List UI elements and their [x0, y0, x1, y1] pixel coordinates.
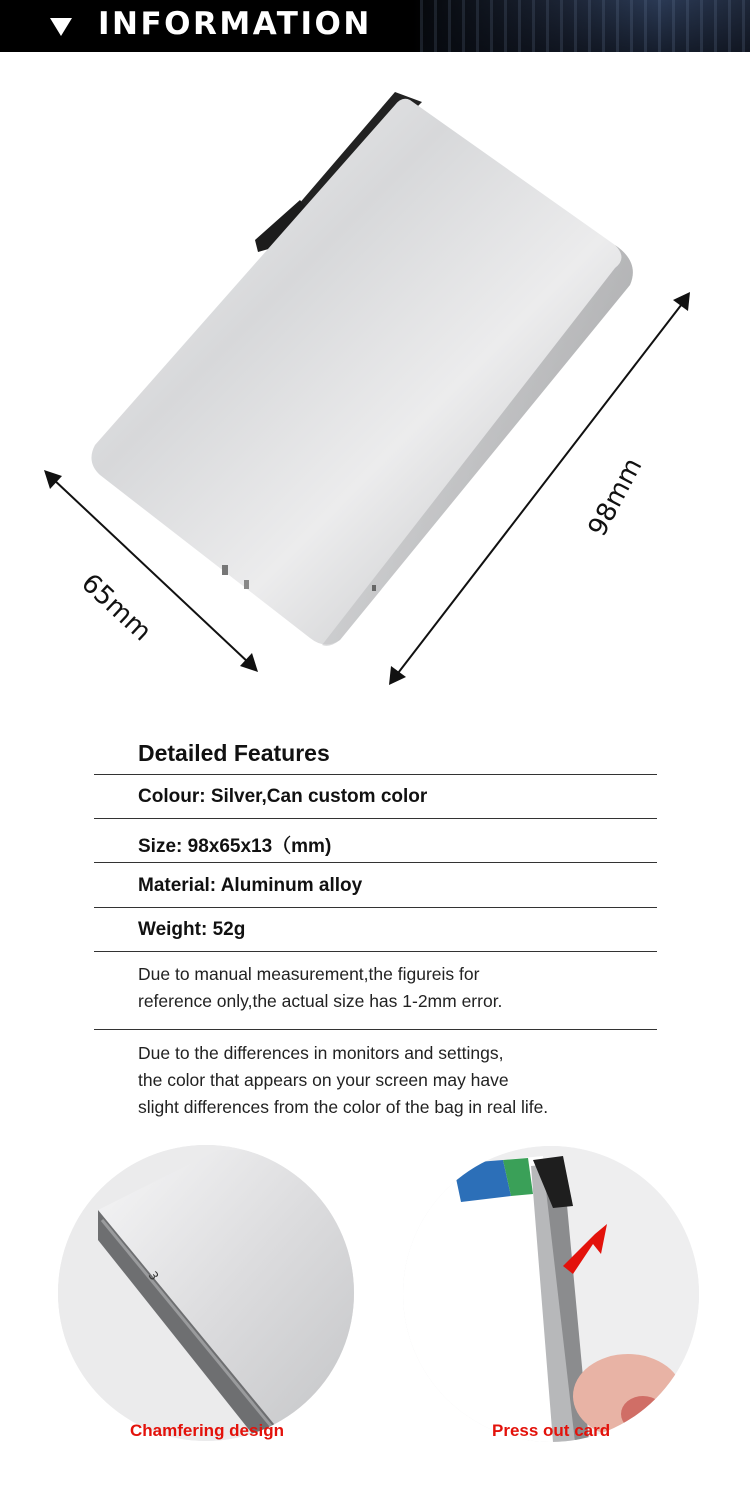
divider [94, 1029, 657, 1030]
divider [94, 907, 657, 908]
color-note: Due to the differences in monitors and settings, the color that appears on your screen may have slight differences from the color of the bag in real life. [138, 1043, 549, 1117]
header-background-image [420, 0, 750, 52]
feature-material: Material: Aluminum alloy [138, 875, 363, 896]
measurement-note: Due to manual measurement,the figureis for reference only,the actual size has 1-2mm error. [138, 964, 503, 1011]
feature-weight: Weight: 52g [138, 919, 246, 940]
divider [94, 774, 657, 775]
width-dimension-label: 65mm [75, 568, 157, 648]
product-dimension-figure [0, 52, 750, 732]
press-out-card-image [403, 1146, 699, 1442]
feature-colour: Colour: Silver,Can custom color [138, 786, 428, 807]
divider [94, 951, 657, 952]
feature-size: Size: 98x65x13（mm) [138, 836, 332, 857]
divider [94, 818, 657, 819]
divider [94, 862, 657, 863]
length-dimension-label: 98mm [582, 453, 649, 542]
card-holder-image [0, 52, 750, 732]
section-title: INFORMATION [98, 6, 372, 42]
press-out-caption: Press out card [492, 1421, 611, 1440]
chamfering-caption: Chamfering design [130, 1421, 284, 1440]
svg-text:3: 3 [145, 1268, 162, 1283]
features-title: Detailed Features [138, 740, 330, 766]
section-header [0, 0, 750, 52]
chamfering-detail-image [58, 1145, 354, 1441]
triangle-down-icon [50, 18, 72, 36]
